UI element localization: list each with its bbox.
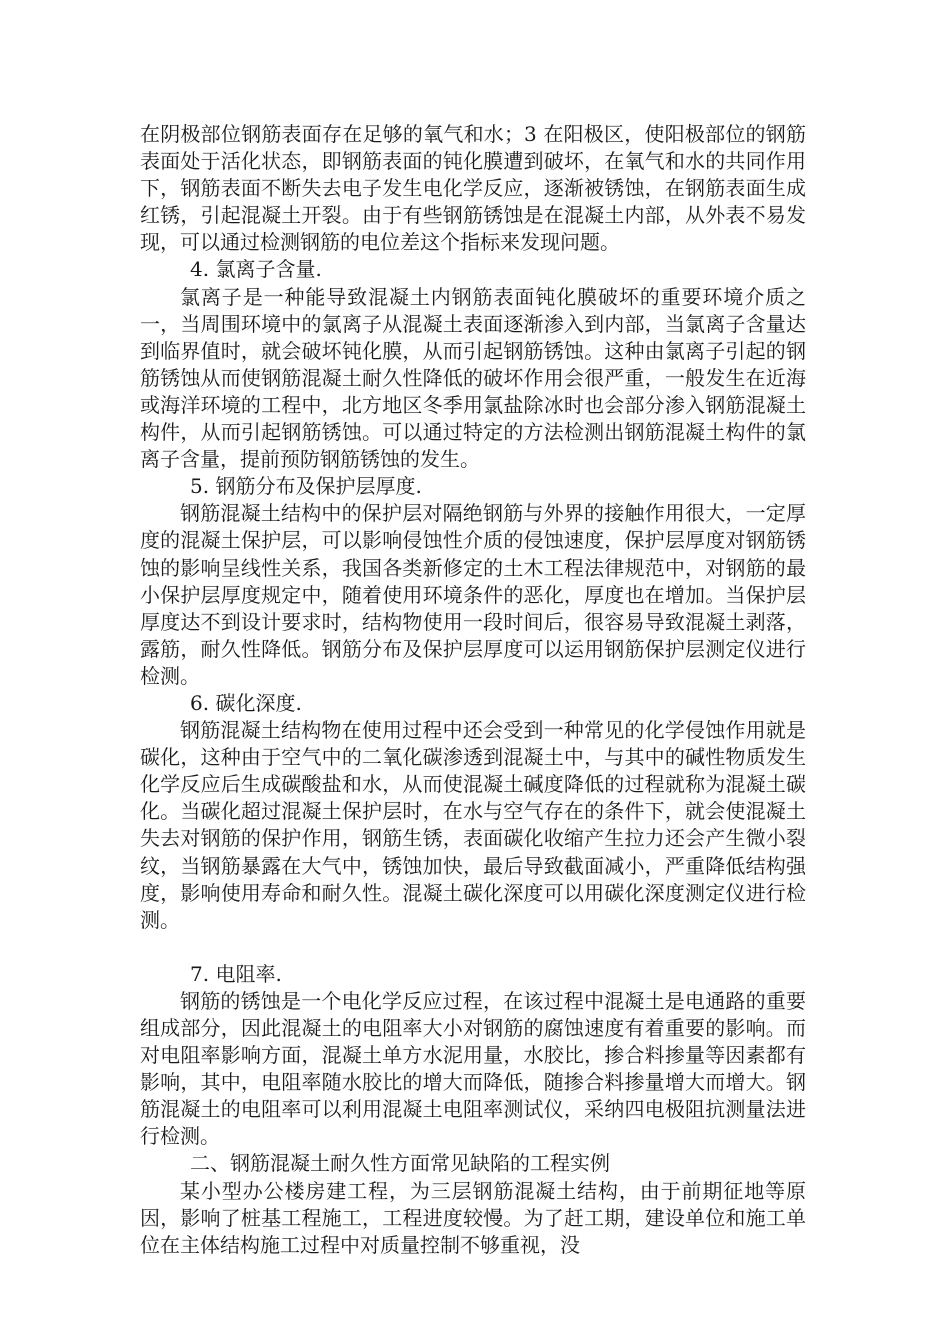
heading-carbonation-depth: 6. 碳化深度. — [190, 690, 302, 715]
heading-chloride-content: 4. 氯离子含量. — [190, 257, 322, 282]
paragraph-rebar-cover-thickness: 钢筋混凝土结构中的保护层对隔绝钢筋与外界的接触作用很大，一定厚度的混凝土保护层，可以影响侵蚀性介质的侵蚀速度，保护层厚度对钢筋锈蚀的影响呈线性关系，我国各类新修定的土木工程法律规范中，对钢筋的最小保护层厚度规定中，随着使用环境条件的恶化，厚度也在增加。当保护层厚度达不到设计要求时，结构物使用一段时间后，很容易导致混凝土剥落，露筋，耐久性降低。钢筋分布及保护层厚度可以运用钢筋保护层测定仪进行检测。 — [140, 501, 806, 688]
paragraph-resistivity: 钢筋的锈蚀是一个电化学反应过程，在该过程中混凝土是电通路的重要组成部分，因此混凝土的电阻率大小对钢筋的腐蚀速度有着重要的影响。而对电阻率影响方面，混凝土单方水泥用量，水胶比，掺合料掺量等因素都有影响，其中，电阻率随水胶比的增大而降低，随掺合料掺量增大而增大。钢筋混凝土的电阻率可以利用混凝土电阻率测试仪，采纳四电极阻抗测量法进行检测。 — [140, 988, 806, 1149]
paragraph-chloride-content: 氯离子是一种能导致混凝土内钢筋表面钝化膜破坏的重要环境介质之一，当周围环境中的氯离子从混凝土表面逐渐渗入到内部，当氯离子含量达到临界值时，就会破坏钝化膜，从而引起钢筋锈蚀。这种由氯离子引起的钢筋锈蚀从而使钢筋混凝土耐久性降低的破坏作用会很严重，一般发生在近海或海洋环境的工程中，北方地区冬季用氯盐除冰时也会部分渗入钢筋混凝土构件，从而引起钢筋锈蚀。可以通过特定的方法检测出钢筋混凝土构件的氯离子含量，提前预防钢筋锈蚀的发生。 — [140, 284, 806, 472]
heading-resistivity: 7. 电阻率. — [190, 961, 282, 986]
heading-rebar-cover-thickness: 5. 钢筋分布及保护层厚度. — [190, 474, 422, 499]
paragraph-intro-continuation: 在阴极部位钢筋表面存在足够的氧气和水；3 在阳极区，使阳极部位的钢筋表面处于活化状态，即钢筋表面的钝化膜遭到破坏，在氧气和水的共同作用下，钢筋表面不断失去电子发生电化学反应，逐渐被锈蚀，在钢筋表面生成红锈，引起混凝土开裂。由于有些钢筋锈蚀是在混凝土内部，从外表不易发现，可以通过检测钢筋的电位差这个指标来发现问题。 — [140, 122, 806, 255]
heading-section-two: 二、钢筋混凝土耐久性方面常见缺陷的工程实例 — [190, 1151, 610, 1176]
document-page — [140, 121, 806, 1259]
paragraph-carbonation-depth: 钢筋混凝土结构物在使用过程中还会受到一种常见的化学侵蚀作用就是碳化，这种由于空气中的二氧化碳渗透到混凝土中，与其中的碱性物质发生化学反应后生成碳酸盐和水，从而使混凝土碱度降低的过程就称为混凝土碳化。当碳化超过混凝土保护层时，在水与空气存在的条件下，就会使混凝土失去对钢筋的保护作用，钢筋生锈，表面碳化收缩产生拉力还会产生微小裂纹，当钢筋暴露在大气中，锈蚀加快，最后导致截面减小，严重降低结构强度，影响使用寿命和耐久性。混凝土碳化深度可以用碳化深度测定仪进行检测。 — [140, 718, 806, 932]
paragraph-engineering-case: 某小型办公楼房建工程，为三层钢筋混凝土结构，由于前期征地等原因，影响了桩基工程施工，工程进度较慢。为了赶工期，建设单位和施工单位在主体结构施工过程中对质量控制不够重视，没 — [140, 1178, 806, 1257]
